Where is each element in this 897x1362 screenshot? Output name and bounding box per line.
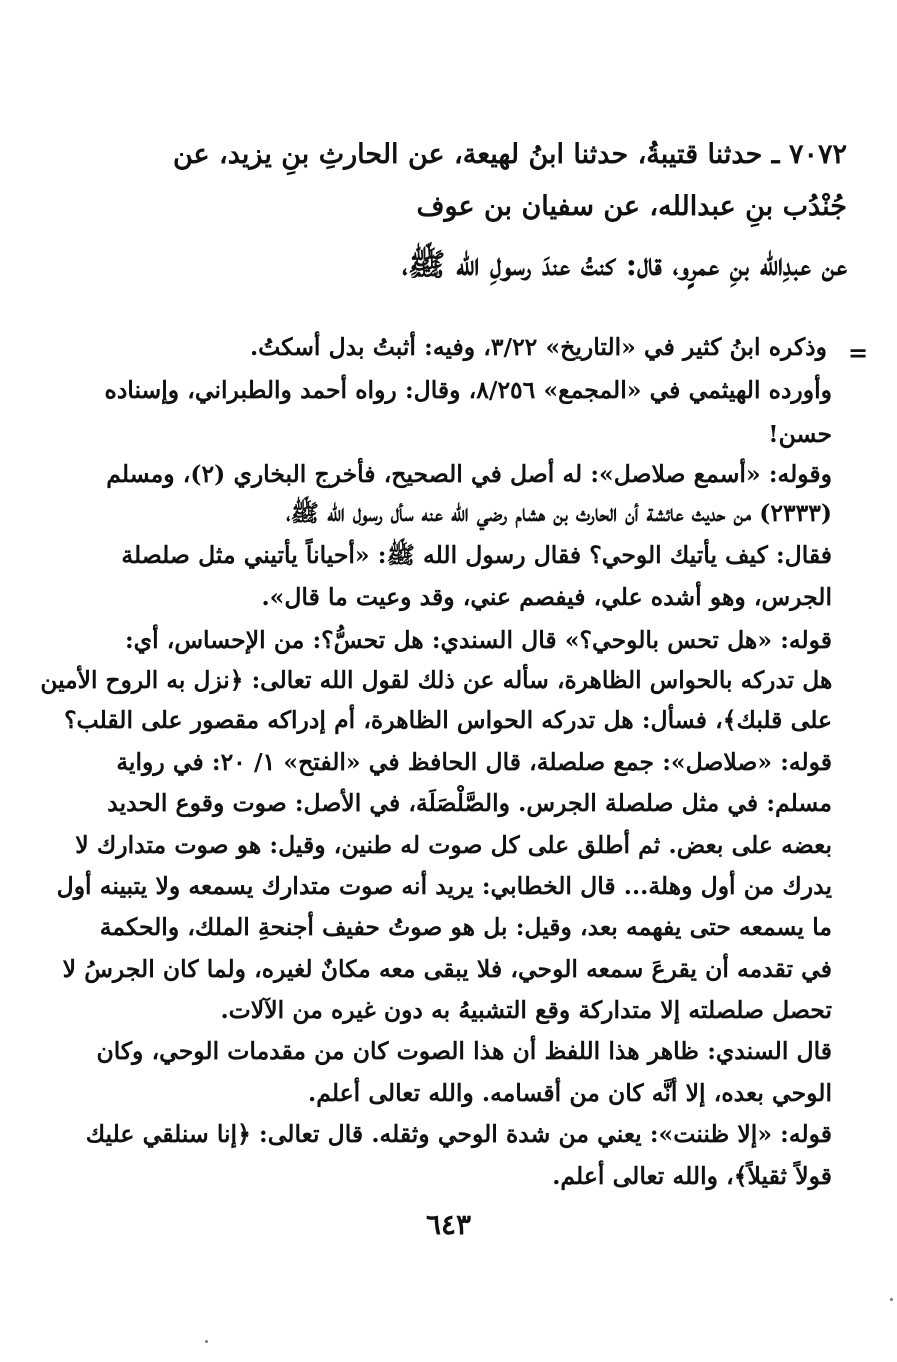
isnad-line-2: جُنْدُب بنِ عبدالله، عن سفيان بن عوف [416,191,847,222]
footnote-line: حسن! [768,420,832,448]
footnote-line: تحصل صلصلته إلا متداركة وقع التشبيهُ به دون غيره من الآلات. [220,996,832,1024]
footnote-line: ما يسمعه حتى يفهمه بعد، وقيل: بل هو صوتُ حفيف أجنحةِ الملك، والحكمة [99,913,832,941]
footnote-line: وذكره ابنُ كثير في «التاريخ» ٣/٢٢، وفيه: أثبتُ بدل أسكتُ. [249,333,827,361]
footnote-continuation-marker: = [848,338,869,367]
footnote-line: في تقدمه أن يقرعَ سمعه الوحي، فلا يبقى معه مكانٌ لغيره، ولما كان الجرسُ لا [62,955,832,983]
footnote-line: بعضه على بعض. ثم أطلق على كل صوت له طنين، وقيل: هو صوت متدارك لا [75,831,832,859]
page-number: ٦٤٣ [425,1208,472,1241]
footnote-line: قوله: «صلاصل»: جمع صلصلة، قال الحافظ في «الفتح» ١/ ٢٠: في رواية [116,748,832,776]
footnote-line: يدرك من أول وهلة... قال الخطابي: يريد أنه صوت متدارك يسمعه ولا يتبينه أول [56,872,832,900]
footnote-line: (٢٣٣٣) من حديث عائشة أن الحارث بن هشام رضي الله عنه سأل رسول الله ﷺ، [286,499,832,527]
footnote-line: قولاً ثقيلاً﴾، والله تعالى أعلم. [552,1162,832,1190]
footnote-line: مسلم: في مثل صلصلة الجرس. والصَّلْصَلَة، في الأصل: صوت وقوع الحديد [107,789,832,817]
scan-speck [205,1340,208,1343]
footnote-line: قوله: «هل تحس بالوحي؟» قال السندي: هل تحسُّ؟: من الإحساس، أي: [125,626,832,654]
footnote-line: قال السندي: ظاهر هذا اللفظ أن هذا الصوت كان من مقدمات الوحي، وكان [96,1037,832,1065]
footnote-line: فقال: كيف يأتيك الوحي؟ فقال رسول الله ﷺ: «أحياناً يأتيني مثل صلصلة [121,541,832,569]
footnote-line: قوله: «إلا ظننت»: يعني من شدة الوحي وثقله. قال تعالى: ﴿إنا سنلقي عليك [85,1120,832,1148]
footnote-line: على قلبك﴾، فسأل: هل تدركه الحواس الظاهرة، أم إدراكه مقصور على القلب؟ [64,706,832,734]
scan-speck [890,1298,893,1301]
matn-line-1: عن عبدِالله بنِ عمرٍو، قال: كنتُ عندَ رسولِ الله ﷺ، [401,247,847,283]
footnote-line: الجرس، وهو أشده علي، فيفصم عني، وقد وعيت ما قال». [261,583,832,611]
footnote-line: هل تدركه بالحواس الظاهرة، سأله عن ذلك لقول الله تعالى: ﴿نزل به الروح الأمين [40,666,832,694]
footnote-line: وقوله: «أسمع صلاصل»: له أصل في الصحيح، فأخرج البخاري (٢)، ومسلم [106,460,832,488]
isnad-line-1: ٧٠٧٢ ـ حدثنا قتيبةُ، حدثنا ابنُ لهيعة، عن الحارثِ بنِ يزيد، عن [172,139,847,170]
footnote-line: وأورده الهيثمي في «المجمع» ٨/٢٥٦، وقال: رواه أحمد والطبراني، وإسناده [104,376,832,404]
footnote-line: الوحي بعده، إلا أنَّه كان من أقسامه. والله تعالى أعلم. [308,1079,832,1107]
